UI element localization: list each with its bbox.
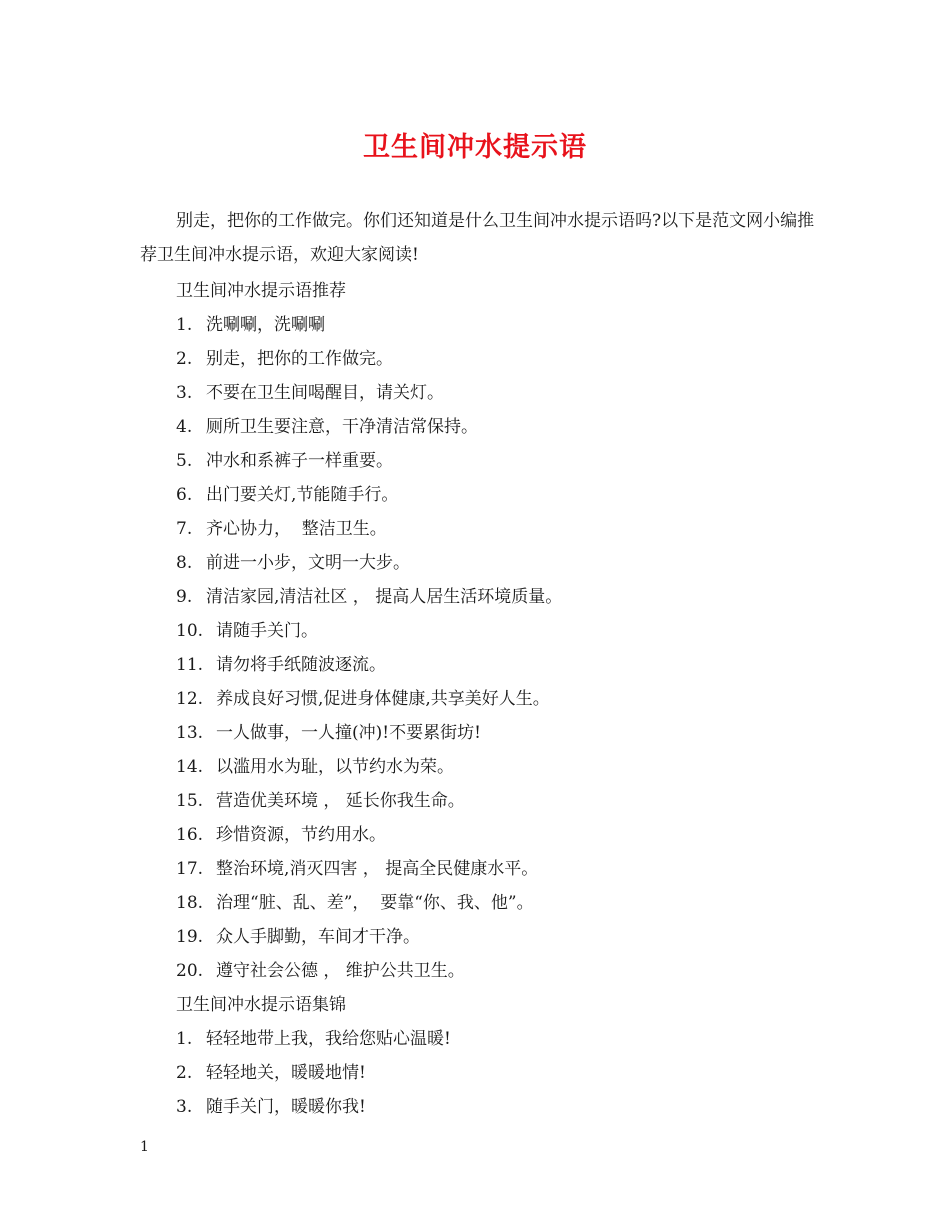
list-item bbox=[176, 308, 816, 342]
list-item-text: 整治环境,消灭四害 ， 提高全民健康水平。 bbox=[216, 859, 539, 879]
list-item-number: 11. bbox=[176, 655, 204, 675]
list-item-text: 厕所卫生要注意，干净清洁常保持。 bbox=[206, 417, 478, 437]
list-item-text: 众人手脚勤，车间才干净。 bbox=[216, 927, 420, 947]
document-title: 卫生间冲水提示语 bbox=[363, 132, 587, 163]
list-item-number: 2. bbox=[176, 1063, 193, 1083]
list-item-text: 轻轻地关，暖暖地情! bbox=[206, 1063, 366, 1083]
list-item-number: 9. bbox=[176, 587, 193, 607]
list-item-text: 出门要关灯,节能随手行。 bbox=[206, 485, 399, 505]
list-item-number: 14. bbox=[176, 757, 204, 777]
list-item bbox=[176, 784, 816, 818]
list-item bbox=[176, 410, 816, 444]
list-item-number: 4. bbox=[176, 417, 193, 437]
list-item-text: 养成良好习惯,促进身体健康,共享美好人生。 bbox=[216, 689, 550, 709]
list-item-number: 10. bbox=[176, 621, 204, 641]
list-item-number: 6. bbox=[176, 485, 193, 505]
list-item bbox=[176, 478, 816, 512]
list-item-number: 3. bbox=[176, 383, 193, 403]
page-number: 1 bbox=[140, 1139, 149, 1155]
list-item-text: 冲水和系裤子一样重要。 bbox=[206, 451, 393, 471]
list-item-text: 前进一小步，文明一大步。 bbox=[206, 553, 410, 573]
list-item-number: 18. bbox=[176, 893, 204, 913]
list-item-text: 一人做事，一人撞(冲)!不要累街坊! bbox=[216, 723, 481, 743]
list-item bbox=[176, 512, 816, 546]
list-item-text: 以滥用水为耻，以节约水为荣。 bbox=[216, 757, 454, 777]
list-item bbox=[176, 886, 816, 920]
list-item bbox=[176, 376, 816, 410]
intro-paragraph: 别走，把你的工作做完。你们还知道是什么卫生间冲水提示语吗?以下是范文网小编推荐卫生间冲水提示语，欢迎大家阅读! bbox=[140, 211, 815, 265]
list-item-text: 随手关门，暖暖你我! bbox=[206, 1097, 366, 1117]
section-heading-recommended: 卫生间冲水提示语推荐 bbox=[176, 281, 346, 301]
list-item-number: 5. bbox=[176, 451, 193, 471]
list-item-text: 请勿将手纸随波逐流。 bbox=[216, 655, 386, 675]
list-item-text: 珍惜资源，节约用水。 bbox=[216, 825, 386, 845]
list-item-text: 轻轻地带上我，我给您贴心温暖! bbox=[206, 1029, 451, 1049]
list-item bbox=[176, 852, 816, 886]
list-item-text: 营造优美环境 ， 延长你我生命。 bbox=[216, 791, 465, 811]
list-item bbox=[176, 444, 816, 478]
list-item bbox=[176, 1022, 816, 1056]
list-item bbox=[176, 614, 816, 648]
list-item-number: 16. bbox=[176, 825, 204, 845]
list-item-number: 1. bbox=[176, 315, 193, 335]
list-item-number: 1. bbox=[176, 1029, 193, 1049]
list-item bbox=[176, 1090, 816, 1124]
list-item bbox=[176, 818, 816, 852]
list-item-number: 12. bbox=[176, 689, 204, 709]
list-item-number: 19. bbox=[176, 927, 204, 947]
list-item-number: 3. bbox=[176, 1097, 193, 1117]
list-item-text: 遵守社会公德 ， 维护公共卫生。 bbox=[216, 961, 465, 981]
list-item-number: 17. bbox=[176, 859, 204, 879]
list-item-text: 别走，把你的工作做完。 bbox=[206, 349, 393, 369]
list-item bbox=[176, 750, 816, 784]
list-item bbox=[176, 954, 816, 988]
section-heading-collection: 卫生间冲水提示语集锦 bbox=[176, 995, 346, 1015]
list-item bbox=[176, 580, 816, 614]
list-item-number: 13. bbox=[176, 723, 204, 743]
list-item-text: 治理“脏、乱、差”， 要靠“你、我、他”。 bbox=[216, 893, 534, 913]
list-item bbox=[176, 920, 816, 954]
list-item-number: 8. bbox=[176, 553, 193, 573]
list-item-text: 清洁家园,清洁社区 ， 提高人居生活环境质量。 bbox=[206, 587, 563, 607]
list-item bbox=[176, 648, 816, 682]
list-item-number: 2. bbox=[176, 349, 193, 369]
list-item-number: 15. bbox=[176, 791, 204, 811]
list-item-text: 请随手关门。 bbox=[216, 621, 318, 641]
list-item-number: 7. bbox=[176, 519, 193, 539]
list-item-text: 洗唰唰，洗唰唰 bbox=[206, 315, 325, 335]
list-item-number: 20. bbox=[176, 961, 204, 981]
document-body bbox=[176, 274, 816, 1124]
list-item bbox=[176, 546, 816, 580]
list-item bbox=[176, 716, 816, 750]
list-item-text: 不要在卫生间喝醒目，请关灯。 bbox=[206, 383, 444, 403]
list-item bbox=[176, 1056, 816, 1090]
list-item-text: 齐心协力， 整洁卫生。 bbox=[206, 519, 387, 539]
list-item bbox=[176, 682, 816, 716]
list-item bbox=[176, 342, 816, 376]
